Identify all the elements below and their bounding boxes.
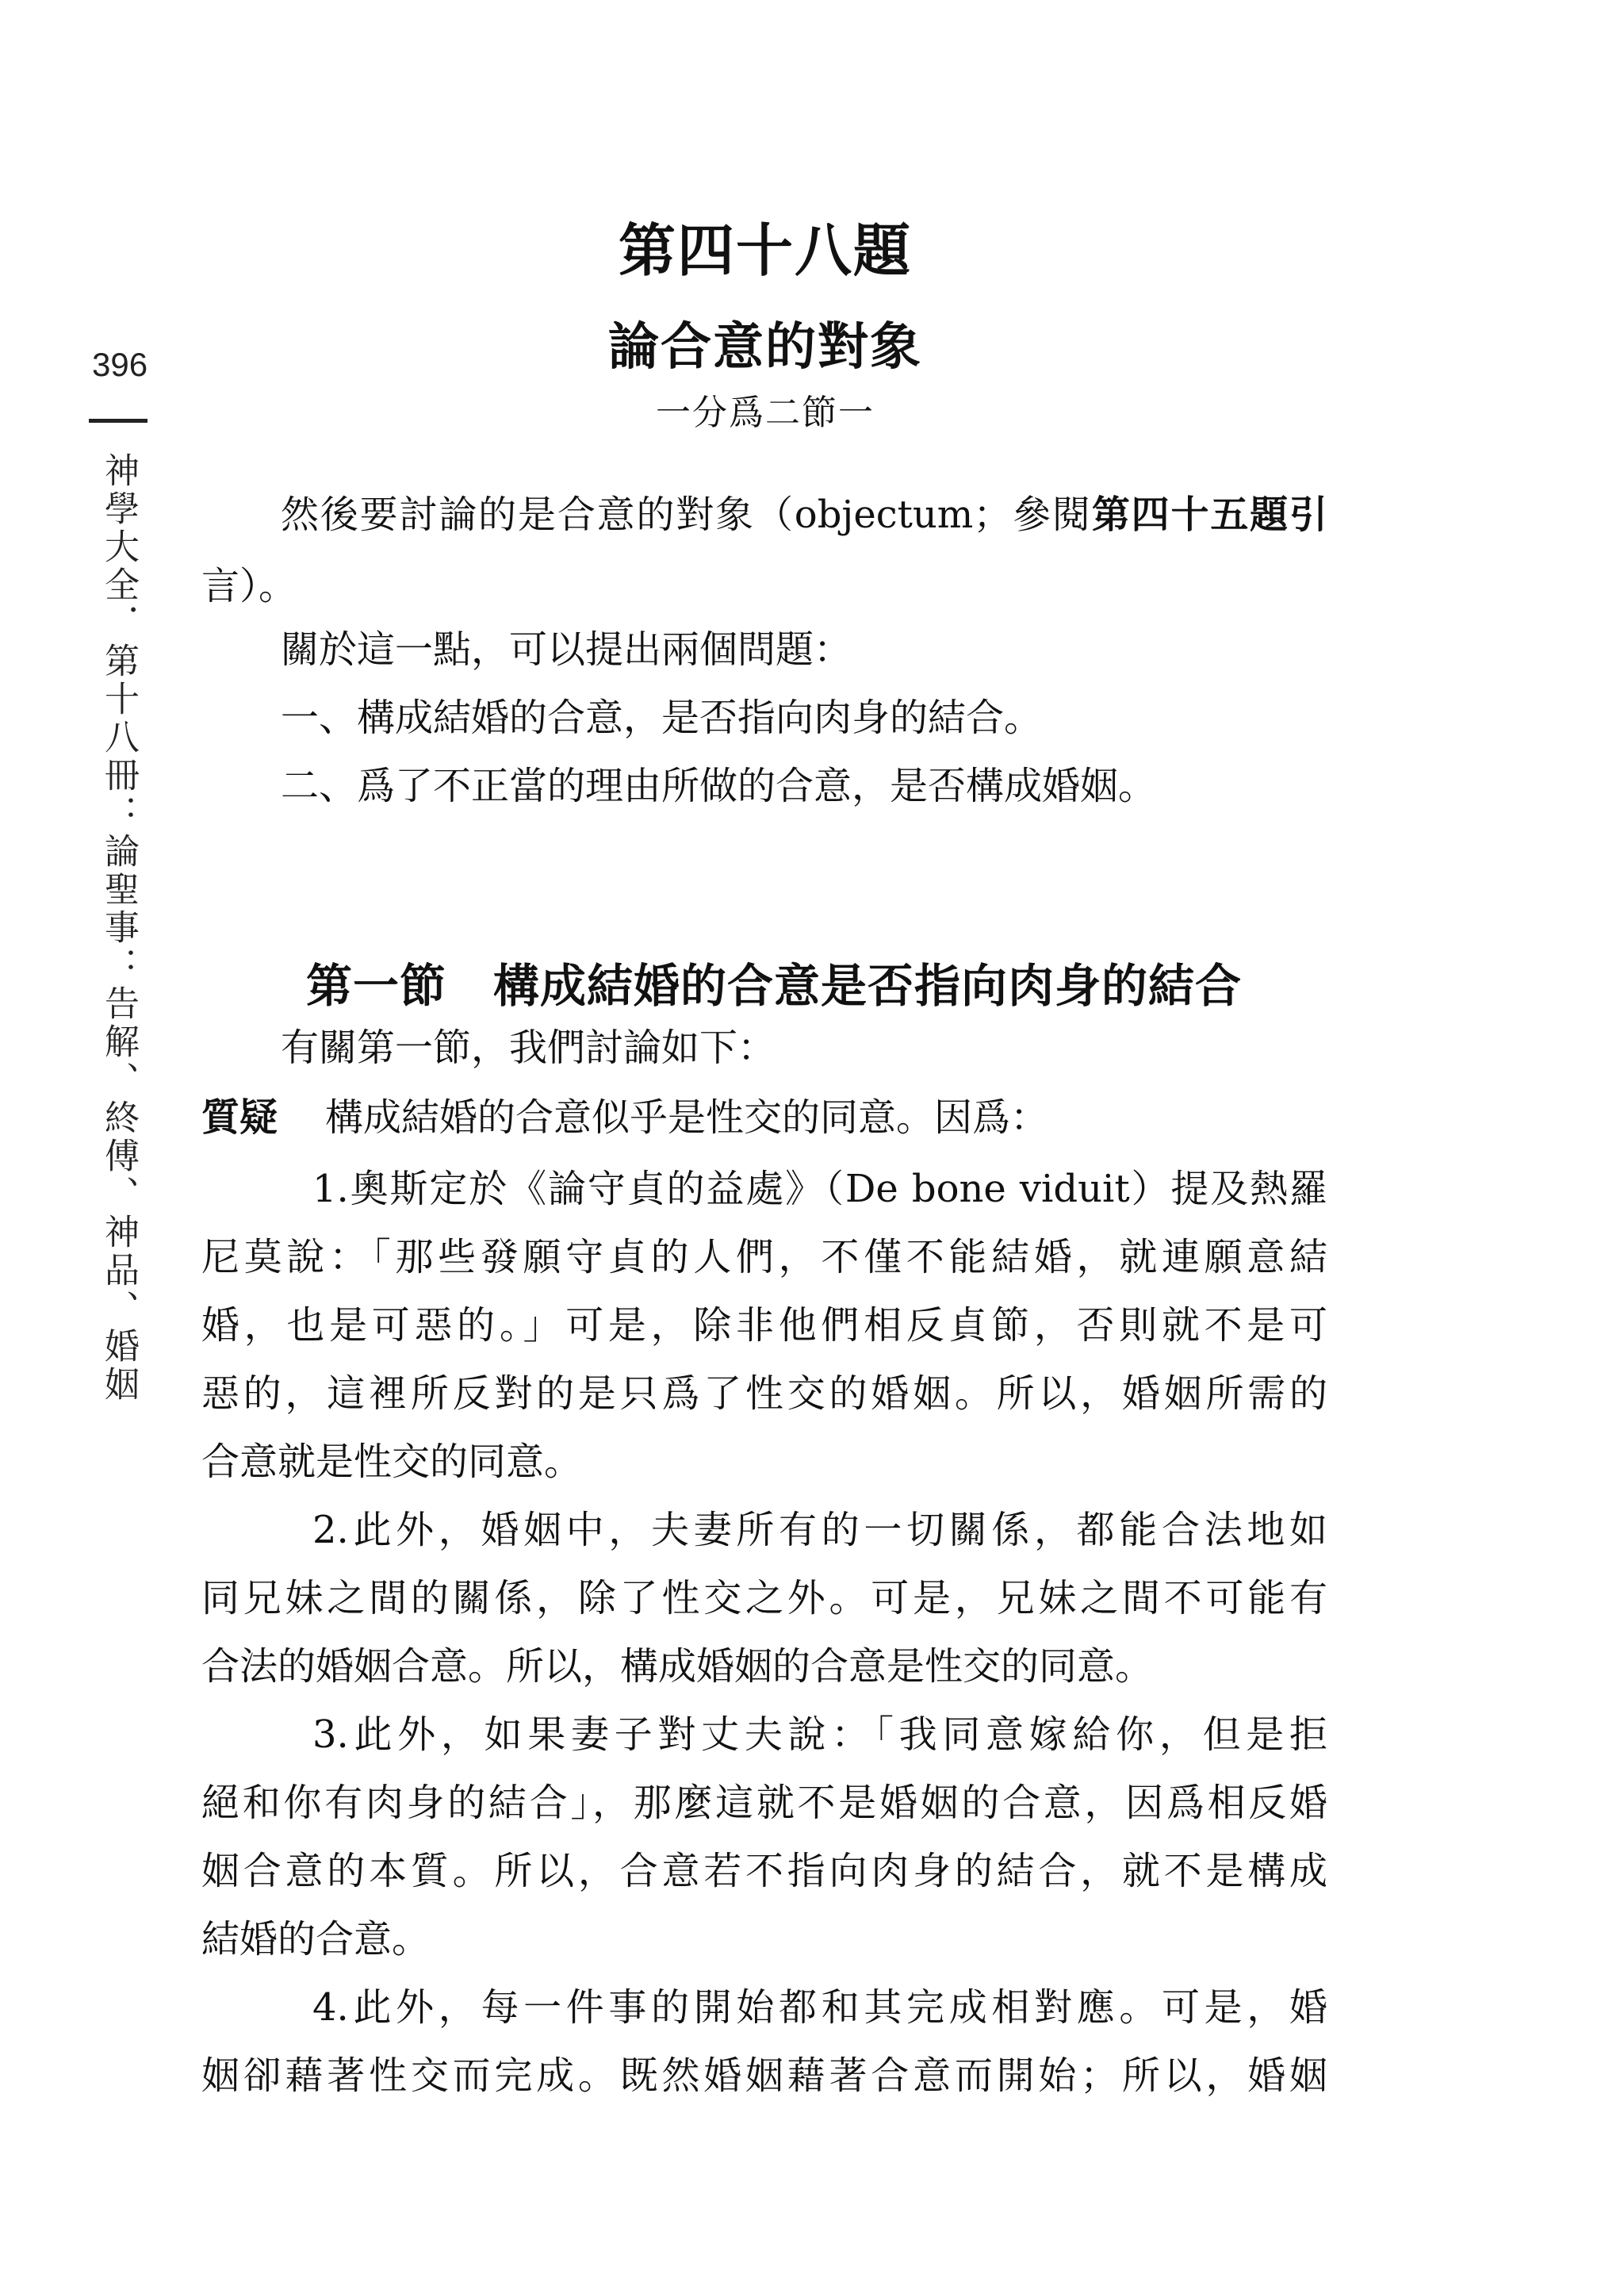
objection-3-line: 絕和你有肉身的結合」，那麼這就不是婚姻的合意，因爲相反婚 — [201, 1781, 1327, 1825]
questions-intro: 關於這一點，可以提出兩個問題： — [281, 627, 852, 672]
article-intro: 有關第一節，我們討論如下： — [281, 1026, 776, 1070]
objection-intro: 構成結婚的合意似乎是性交的同意。因爲： — [325, 1095, 1049, 1140]
intro-line-1 — [281, 484, 1327, 539]
objection-1-line: 1.奧斯定於《論守貞的益處》（De bone viduit）提及熱羅 — [312, 1167, 1327, 1211]
question-title: 第四十八題 — [618, 217, 912, 284]
objection-1-line: 合意就是性交的同意。 — [201, 1440, 583, 1484]
objection-4-line: 4.此外，每一件事的開始都和其完成相對應。可是，婚 — [312, 1985, 1327, 2030]
objection-2-line: 同兄妹之間的關係，除了性交之外。可是，兄妹之間不可能有 — [201, 1576, 1327, 1620]
objection-label: 質疑 — [201, 1095, 278, 1140]
question-item-1: 一、構成結婚的合意，是否指向肉身的結合。 — [281, 696, 1043, 740]
question-item-2: 二、爲了不正當的理由所做的合意，是否構成婚姻。 — [281, 764, 1157, 808]
objection-3-line: 結婚的合意。 — [201, 1917, 431, 1961]
intro-line-1-text: 然後要討論的是合意的對象（objectum；參閱 — [281, 493, 1092, 537]
article-heading: 第一節 構成結婚的合意是否指向肉身的結合 — [306, 959, 1243, 1013]
objection-1-line: 惡的，這裡所反對的是只爲了性交的婚姻。所以，婚姻所需的 — [201, 1371, 1327, 1416]
question-division: 一分爲二節一 — [656, 393, 875, 433]
objection-1-line: 婚，也是可惡的。」可是，除非他們相反貞節，否則就不是可 — [201, 1303, 1327, 1348]
objection-4-line: 姻卻藉著性交而完成。既然婚姻藉著合意而開始；所以，婚姻 — [201, 2053, 1327, 2098]
question-subtitle: 論合意的對象 — [608, 318, 922, 377]
running-header: 神學大全．第十八冊：論聖事：告解、終傅、神品、婚姻 — [98, 452, 139, 1404]
objection-1-line: 尼莫說：「那些發願守貞的人們，不僅不能結婚，就連願意結 — [201, 1235, 1327, 1279]
objection-2-line: 2.此外，婚姻中，夫妻所有的一切關係，都能合法地如 — [312, 1508, 1327, 1552]
objection-2-line: 合法的婚姻合意。所以，構成婚姻的合意是性交的同意。 — [201, 1644, 1154, 1689]
intro-line-1-bold: 第四十五題引 — [1091, 493, 1327, 537]
intro-line-2: 言）。 — [201, 564, 297, 608]
objection-3-line: 姻合意的本質。所以，合意若不指向肉身的結合，就不是構成 — [201, 1849, 1327, 1893]
page-number: 396 — [92, 346, 148, 383]
objection-3-line: 3.此外，如果妻子對丈夫說：「我同意嫁給你，但是拒 — [312, 1712, 1327, 1757]
